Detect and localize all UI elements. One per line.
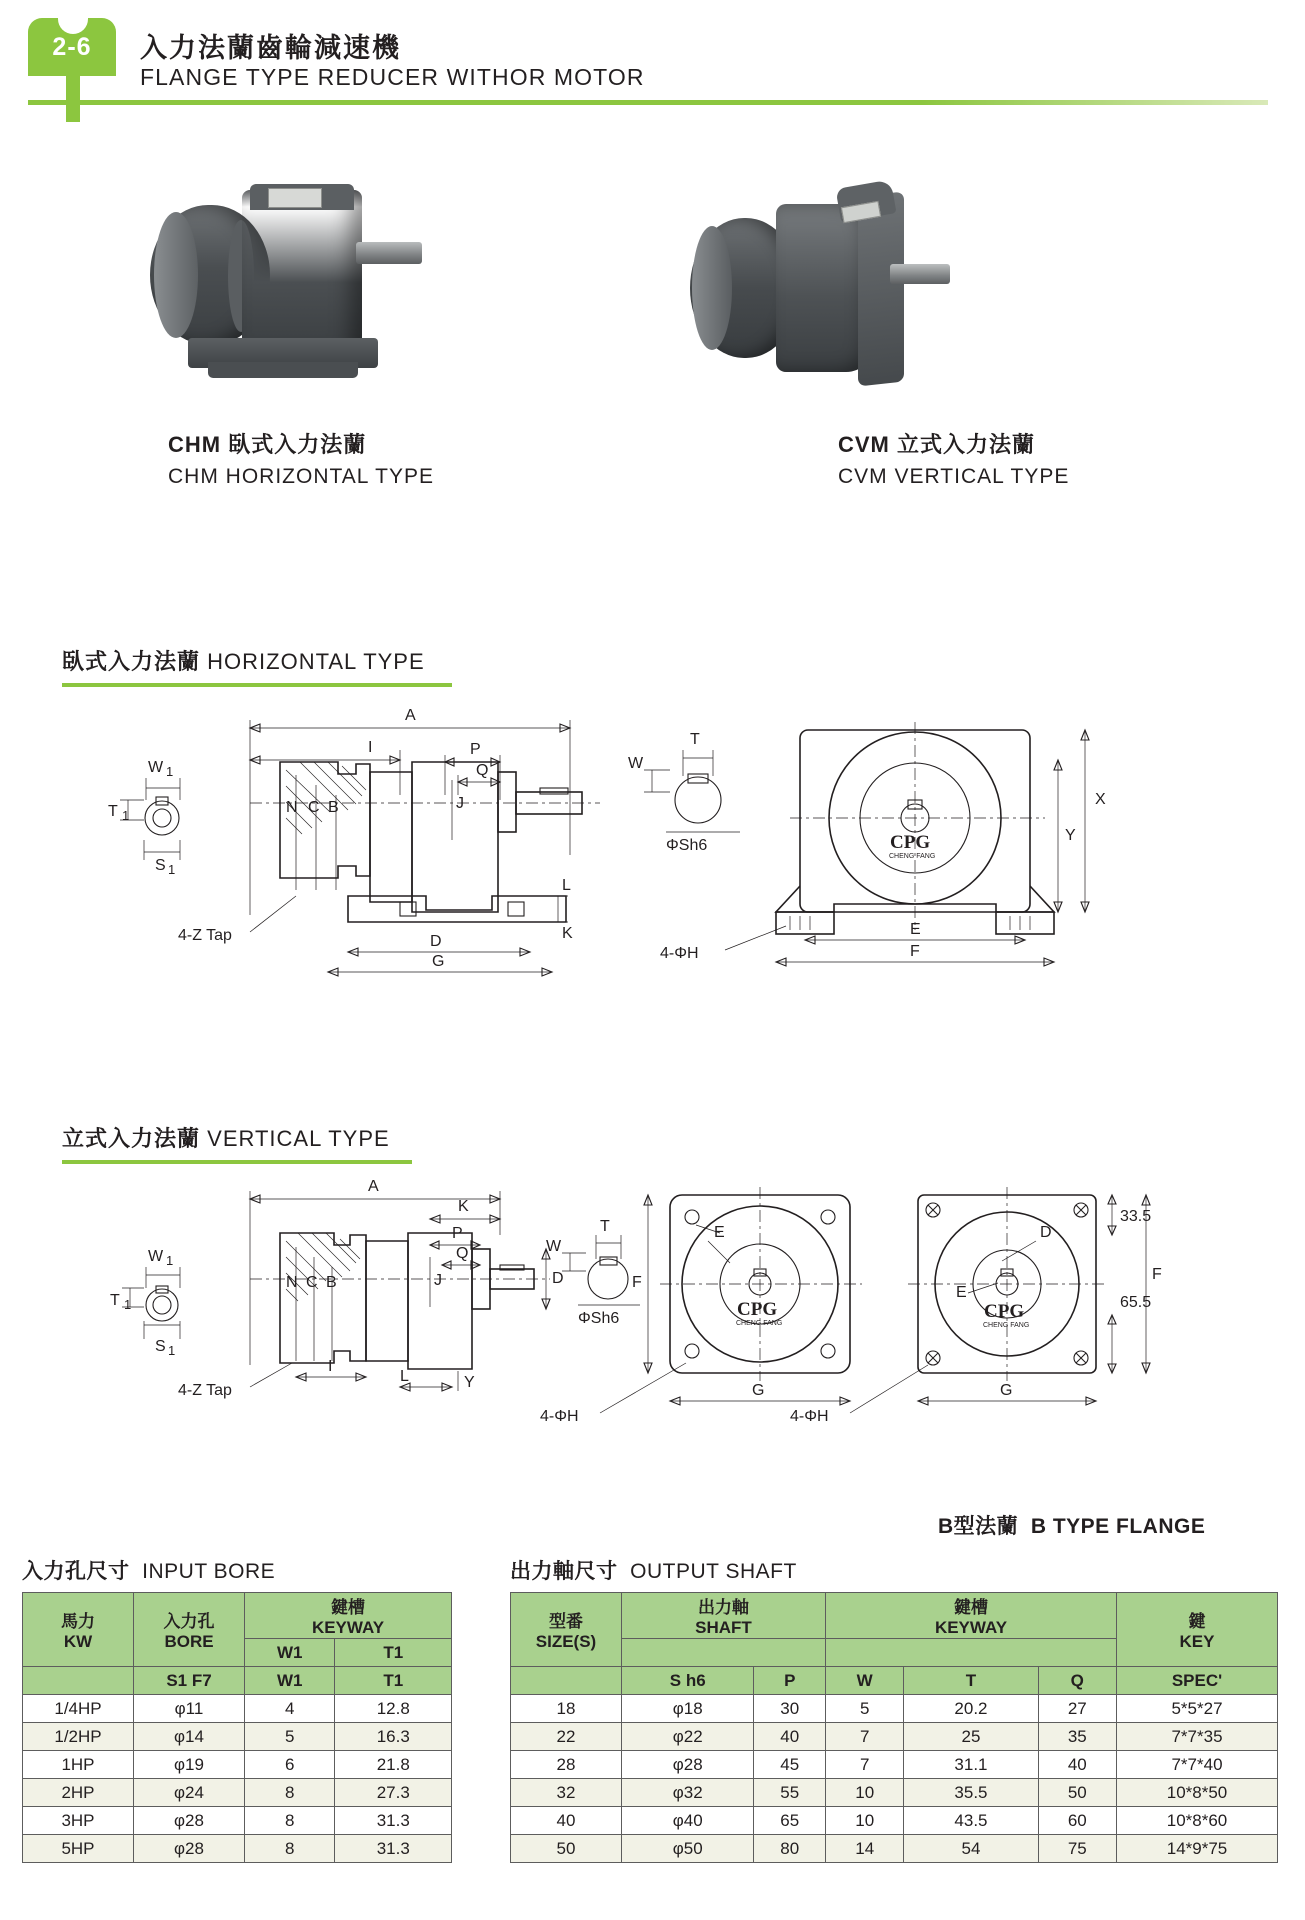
svg-text:4-ΦH: 4-ΦH bbox=[790, 1408, 829, 1425]
subheader-spec: SPEC' bbox=[1117, 1667, 1278, 1695]
svg-text:1: 1 bbox=[168, 862, 176, 877]
table-output-shaft-body bbox=[511, 1695, 1278, 1863]
section1-underline bbox=[62, 683, 452, 687]
svg-text:T: T bbox=[108, 803, 118, 820]
table-input-bore-group-header bbox=[23, 1593, 452, 1639]
cell-w: 10 bbox=[826, 1807, 904, 1835]
header-bore bbox=[134, 1593, 245, 1667]
svg-text:F: F bbox=[632, 1274, 642, 1291]
input-bore-title-en: INPUT BORE bbox=[142, 1560, 276, 1583]
cell-spec: 10*8*60 bbox=[1117, 1807, 1278, 1835]
cell-p: 80 bbox=[754, 1835, 826, 1863]
svg-text:1: 1 bbox=[124, 1297, 132, 1312]
photo-v-output-shaft bbox=[890, 264, 950, 284]
svg-text:4-ΦH: 4-ΦH bbox=[540, 1408, 579, 1425]
svg-text:W: W bbox=[628, 755, 644, 772]
header-size-en: SIZE(S) bbox=[535, 1632, 597, 1651]
cell-spec: 14*9*75 bbox=[1117, 1835, 1278, 1863]
photo-h-gearbox-body bbox=[242, 190, 362, 358]
cell-kw: 1HP bbox=[23, 1751, 134, 1779]
header-shaft-en: SHAFT bbox=[695, 1618, 752, 1637]
input-bore-title bbox=[22, 1555, 275, 1585]
drawing-horizontal-type bbox=[100, 700, 1200, 1105]
cell-t: 35.5 bbox=[904, 1779, 1038, 1807]
caption-horizontal-en: CHM HORIZONTAL TYPE bbox=[168, 465, 434, 488]
cell-kw: 1/2HP bbox=[23, 1723, 134, 1751]
cell-t: 43.5 bbox=[904, 1807, 1038, 1835]
output-shaft-title-cn: 出力軸尺寸 bbox=[510, 1560, 618, 1583]
caption-horizontal bbox=[168, 428, 434, 489]
header-keyway-out bbox=[826, 1593, 1117, 1639]
svg-text:B: B bbox=[328, 799, 339, 816]
svg-text:C: C bbox=[306, 1274, 318, 1291]
cell-t1: 31.3 bbox=[335, 1835, 452, 1863]
cell-p: 40 bbox=[754, 1723, 826, 1751]
cell-w: 7 bbox=[826, 1751, 904, 1779]
flange-caption-en: B TYPE FLANGE bbox=[1030, 1515, 1206, 1538]
photo-vertical-reducer bbox=[690, 178, 960, 398]
header-kw bbox=[23, 1593, 134, 1667]
subheader-t1-dup: T1 bbox=[335, 1667, 452, 1695]
subheader-p: P bbox=[754, 1667, 826, 1695]
cell-spec: 7*7*40 bbox=[1117, 1751, 1278, 1779]
output-shaft-title bbox=[510, 1555, 797, 1585]
cell-w1: 8 bbox=[245, 1835, 335, 1863]
cell-sh6: φ32 bbox=[622, 1779, 754, 1807]
header-key-cn: 鍵 bbox=[1188, 1612, 1206, 1631]
table-row bbox=[511, 1779, 1278, 1807]
table-row bbox=[23, 1723, 452, 1751]
section2-underline bbox=[62, 1160, 412, 1164]
cell-size: 28 bbox=[511, 1751, 622, 1779]
svg-text:D: D bbox=[552, 1270, 564, 1287]
svg-text:CPG: CPG bbox=[890, 832, 931, 853]
cell-q: 75 bbox=[1038, 1835, 1116, 1863]
cell-q: 60 bbox=[1038, 1807, 1116, 1835]
section1-cn: 臥式入力法蘭 bbox=[62, 649, 201, 674]
cell-spec: 10*8*50 bbox=[1117, 1779, 1278, 1807]
cell-bore: φ11 bbox=[134, 1695, 245, 1723]
cell-w: 10 bbox=[826, 1779, 904, 1807]
cell-w1: 8 bbox=[245, 1807, 335, 1835]
header-key-en: KEY bbox=[1179, 1632, 1215, 1651]
cell-kw: 5HP bbox=[23, 1835, 134, 1863]
cell-q: 40 bbox=[1038, 1751, 1116, 1779]
svg-text:N: N bbox=[286, 799, 298, 816]
table-output-shaft-sub-header bbox=[511, 1667, 1278, 1695]
svg-text:33.5: 33.5 bbox=[1120, 1208, 1152, 1225]
svg-text:W: W bbox=[148, 1248, 164, 1265]
svg-text:P: P bbox=[470, 741, 481, 758]
svg-text:CPG: CPG bbox=[737, 1299, 778, 1320]
cell-t: 54 bbox=[904, 1835, 1038, 1863]
input-bore-title-cn: 入力孔尺寸 bbox=[22, 1560, 130, 1583]
page-number-tab bbox=[28, 18, 116, 106]
cell-w: 5 bbox=[826, 1695, 904, 1723]
subheader-q: Q bbox=[1038, 1667, 1116, 1695]
svg-text:I: I bbox=[328, 1358, 333, 1375]
subheader-w1-dup: W1 bbox=[245, 1667, 335, 1695]
photo-h-output-shaft bbox=[356, 242, 422, 264]
svg-text:4-ΦH: 4-ΦH bbox=[660, 945, 699, 962]
header-keyway-cn: 鍵槽 bbox=[331, 1598, 365, 1617]
svg-text:C: C bbox=[308, 799, 320, 816]
header-keyway-out-cn: 鍵槽 bbox=[954, 1598, 988, 1617]
header-kw-cn: 馬力 bbox=[61, 1612, 95, 1631]
photo-v-flange bbox=[858, 192, 904, 387]
section1-en: HORIZONTAL TYPE bbox=[207, 649, 425, 674]
svg-text:S: S bbox=[155, 857, 166, 874]
table-output-shaft bbox=[510, 1592, 1278, 1863]
header-kw-en: KW bbox=[63, 1632, 93, 1651]
cell-w1: 5 bbox=[245, 1723, 335, 1751]
svg-text:Q: Q bbox=[476, 762, 489, 779]
photo-h-nameplate bbox=[268, 188, 322, 208]
svg-text:Y: Y bbox=[1065, 827, 1076, 844]
svg-text:F: F bbox=[910, 943, 920, 960]
table-row bbox=[23, 1835, 452, 1863]
svg-text:G: G bbox=[1000, 1382, 1013, 1399]
svg-text:D: D bbox=[1040, 1224, 1052, 1241]
cell-size: 22 bbox=[511, 1723, 622, 1751]
cell-size: 32 bbox=[511, 1779, 622, 1807]
svg-text:T: T bbox=[600, 1218, 610, 1235]
table-row bbox=[511, 1723, 1278, 1751]
table-row bbox=[511, 1695, 1278, 1723]
svg-text:L: L bbox=[562, 877, 571, 894]
svg-text:N: N bbox=[286, 1274, 298, 1291]
table-row bbox=[511, 1835, 1278, 1863]
photo-v-bell-face bbox=[692, 226, 732, 350]
photo-h-bell-face bbox=[154, 212, 198, 338]
drawing-vertical-svg bbox=[100, 1175, 1200, 1465]
cell-p: 65 bbox=[754, 1807, 826, 1835]
table-input-bore bbox=[22, 1592, 452, 1863]
table-row bbox=[511, 1807, 1278, 1835]
subheader-w1: W1 bbox=[245, 1639, 335, 1667]
cell-t1: 27.3 bbox=[335, 1779, 452, 1807]
cell-sh6: φ50 bbox=[622, 1835, 754, 1863]
header-keyway bbox=[245, 1593, 452, 1639]
svg-text:K: K bbox=[562, 925, 573, 942]
svg-text:T: T bbox=[110, 1292, 120, 1309]
cell-t: 20.2 bbox=[904, 1695, 1038, 1723]
cell-sh6: φ22 bbox=[622, 1723, 754, 1751]
page-header bbox=[0, 0, 1305, 118]
table-row bbox=[23, 1779, 452, 1807]
subheader-s1f7: S1 F7 bbox=[134, 1667, 245, 1695]
svg-text:W: W bbox=[148, 759, 164, 776]
cell-p: 55 bbox=[754, 1779, 826, 1807]
product-photos bbox=[0, 150, 1305, 570]
svg-text:T: T bbox=[690, 731, 700, 748]
header-key bbox=[1117, 1593, 1278, 1667]
flange-caption-cn: B型法蘭 bbox=[938, 1515, 1019, 1538]
cell-p: 30 bbox=[754, 1695, 826, 1723]
svg-text:Q: Q bbox=[456, 1245, 469, 1262]
subheader-sh6: S h6 bbox=[622, 1667, 754, 1695]
caption-vertical bbox=[838, 428, 1069, 489]
cell-w: 7 bbox=[826, 1723, 904, 1751]
svg-text:A: A bbox=[368, 1178, 379, 1195]
svg-text:J: J bbox=[456, 795, 464, 812]
cell-w1: 8 bbox=[245, 1779, 335, 1807]
svg-text:L: L bbox=[400, 1368, 409, 1385]
svg-text:1: 1 bbox=[166, 1253, 174, 1268]
cell-w1: 6 bbox=[245, 1751, 335, 1779]
spacer-shaft bbox=[622, 1639, 826, 1667]
svg-text:1: 1 bbox=[166, 764, 174, 779]
svg-text:K: K bbox=[458, 1198, 469, 1215]
cell-q: 27 bbox=[1038, 1695, 1116, 1723]
page-title-en: FLANGE TYPE REDUCER WITHOR MOTOR bbox=[140, 64, 645, 90]
svg-text:B: B bbox=[326, 1274, 337, 1291]
svg-text:CPG: CPG bbox=[984, 1301, 1025, 1322]
svg-text:Y: Y bbox=[464, 1374, 475, 1391]
drawing-vertical-type bbox=[100, 1175, 1200, 1470]
cell-t1: 21.8 bbox=[335, 1751, 452, 1779]
svg-text:4-Z Tap: 4-Z Tap bbox=[178, 927, 232, 944]
subheader-blank bbox=[23, 1667, 134, 1695]
flange-type-caption bbox=[938, 1510, 1205, 1540]
section2-cn: 立式入力法蘭 bbox=[62, 1126, 201, 1151]
header-bore-en: BORE bbox=[164, 1632, 214, 1651]
cell-bore: φ19 bbox=[134, 1751, 245, 1779]
cell-size: 50 bbox=[511, 1835, 622, 1863]
header-size bbox=[511, 1593, 622, 1667]
subheader-blank-out bbox=[511, 1667, 622, 1695]
cell-size: 18 bbox=[511, 1695, 622, 1723]
svg-text:CHENG FANG: CHENG FANG bbox=[983, 1322, 1030, 1329]
cell-bore: φ28 bbox=[134, 1835, 245, 1863]
table-input-bore-s1-row bbox=[23, 1667, 452, 1695]
svg-text:4-Z Tap: 4-Z Tap bbox=[178, 1382, 232, 1399]
cell-t: 25 bbox=[904, 1723, 1038, 1751]
cell-kw: 3HP bbox=[23, 1807, 134, 1835]
table-row bbox=[23, 1695, 452, 1723]
header-keyway-en: KEYWAY bbox=[311, 1618, 385, 1637]
cell-sh6: φ18 bbox=[622, 1695, 754, 1723]
svg-text:W: W bbox=[546, 1238, 562, 1255]
svg-text:CHENG FANG: CHENG FANG bbox=[736, 1320, 783, 1327]
section-title-horizontal bbox=[62, 645, 462, 687]
header-size-cn: 型番 bbox=[549, 1612, 583, 1631]
svg-text:ΦSh6: ΦSh6 bbox=[578, 1310, 620, 1327]
cell-t1: 16.3 bbox=[335, 1723, 452, 1751]
drawing-horizontal-svg bbox=[100, 700, 1200, 1100]
photo-horizontal-reducer bbox=[150, 180, 440, 400]
svg-text:X: X bbox=[1095, 791, 1106, 808]
cell-kw: 1/4HP bbox=[23, 1695, 134, 1723]
cell-q: 50 bbox=[1038, 1779, 1116, 1807]
table-input-bore-body bbox=[23, 1695, 452, 1863]
svg-text:CHENG FANG: CHENG FANG bbox=[889, 853, 936, 860]
section-title-vertical bbox=[62, 1122, 422, 1164]
svg-text:E: E bbox=[956, 1284, 967, 1301]
cell-t: 31.1 bbox=[904, 1751, 1038, 1779]
subheader-t: T bbox=[904, 1667, 1038, 1695]
svg-text:G: G bbox=[432, 953, 445, 970]
cell-kw: 2HP bbox=[23, 1779, 134, 1807]
cell-q: 35 bbox=[1038, 1723, 1116, 1751]
caption-vertical-en: CVM VERTICAL TYPE bbox=[838, 465, 1070, 488]
page-number-tab-stem bbox=[66, 76, 80, 122]
table-row bbox=[511, 1751, 1278, 1779]
caption-horizontal-cn: CHM 臥式入力法蘭 bbox=[168, 432, 367, 457]
header-rule bbox=[28, 100, 1268, 105]
svg-text:E: E bbox=[714, 1224, 725, 1241]
cell-spec: 5*5*27 bbox=[1117, 1695, 1278, 1723]
svg-text:P: P bbox=[452, 1225, 463, 1242]
cell-bore: φ14 bbox=[134, 1723, 245, 1751]
svg-text:S: S bbox=[155, 1338, 166, 1355]
section2-en: VERTICAL TYPE bbox=[207, 1126, 390, 1151]
cell-sh6: φ28 bbox=[622, 1751, 754, 1779]
page-number: 2-6 bbox=[52, 33, 92, 61]
subheader-w: W bbox=[826, 1667, 904, 1695]
subheader-t1: T1 bbox=[335, 1639, 452, 1667]
cell-spec: 7*7*35 bbox=[1117, 1723, 1278, 1751]
table-output-shaft-group-header bbox=[511, 1593, 1278, 1639]
svg-text:D: D bbox=[430, 933, 442, 950]
header-shaft-cn: 出力軸 bbox=[698, 1598, 749, 1617]
table-row bbox=[23, 1807, 452, 1835]
svg-text:J: J bbox=[434, 1272, 442, 1289]
header-shaft bbox=[622, 1593, 826, 1639]
output-shaft-title-en: OUTPUT SHAFT bbox=[630, 1560, 797, 1583]
cell-t1: 12.8 bbox=[335, 1695, 452, 1723]
cell-sh6: φ40 bbox=[622, 1807, 754, 1835]
cell-bore: φ24 bbox=[134, 1779, 245, 1807]
cell-size: 40 bbox=[511, 1807, 622, 1835]
svg-text:A: A bbox=[405, 707, 416, 724]
page-title-cn: 入力法蘭齒輪減速機 bbox=[140, 33, 401, 63]
svg-text:1: 1 bbox=[122, 808, 130, 823]
cell-bore: φ28 bbox=[134, 1807, 245, 1835]
cell-p: 45 bbox=[754, 1751, 826, 1779]
svg-text:1: 1 bbox=[168, 1343, 176, 1358]
svg-text:ΦSh6: ΦSh6 bbox=[666, 837, 708, 854]
svg-text:I: I bbox=[368, 739, 373, 756]
svg-text:F: F bbox=[1152, 1266, 1162, 1283]
svg-text:G: G bbox=[752, 1382, 765, 1399]
svg-text:E: E bbox=[910, 921, 921, 938]
caption-vertical-cn: CVM 立式入力法蘭 bbox=[838, 432, 1036, 457]
header-keyway-out-en: KEYWAY bbox=[934, 1618, 1008, 1637]
header-bore-cn: 入力孔 bbox=[163, 1612, 215, 1631]
cell-w: 14 bbox=[826, 1835, 904, 1863]
photo-h-foot-base bbox=[208, 362, 358, 378]
spacer-keyway bbox=[826, 1639, 1117, 1667]
cell-t1: 31.3 bbox=[335, 1807, 452, 1835]
cell-w1: 4 bbox=[245, 1695, 335, 1723]
table-row bbox=[23, 1751, 452, 1779]
svg-text:65.5: 65.5 bbox=[1120, 1294, 1152, 1311]
